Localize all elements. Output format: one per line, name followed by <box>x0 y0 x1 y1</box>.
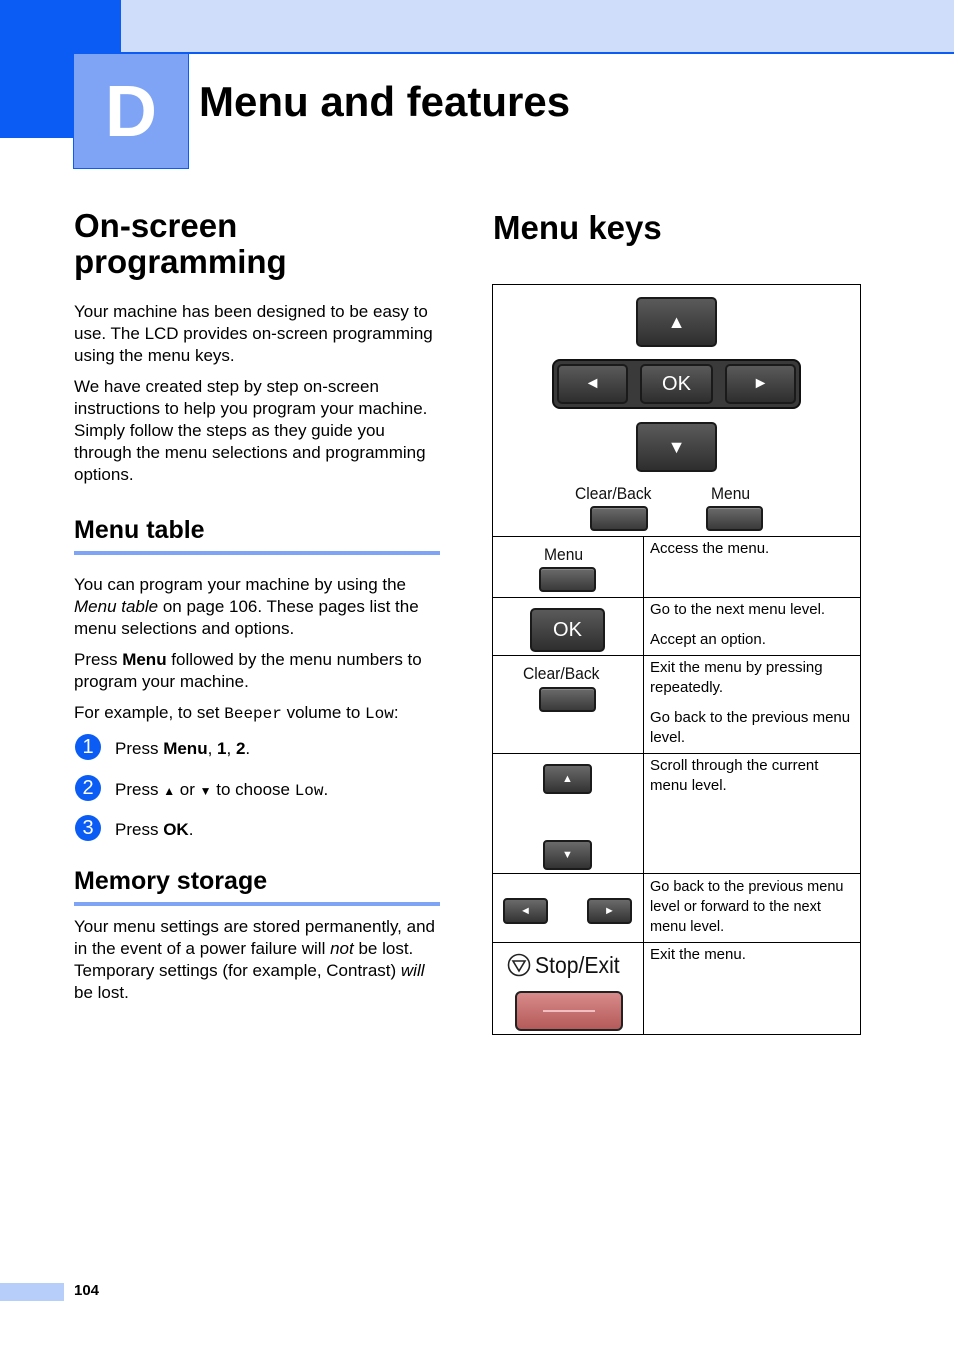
text-bold: 2 <box>235 739 246 758</box>
step-2 <box>115 780 328 800</box>
memory-rule <box>74 902 440 906</box>
text-span: be lost. Temporary settings (for example, Contrast) <box>74 939 414 980</box>
code-low: Low <box>365 705 394 723</box>
row-clear-back-desc-2: Go back to the previous menu level. <box>650 709 851 746</box>
table-divider <box>492 597 861 598</box>
onscreen-paragraph-1: Your machine has been designed to be easy to use. The LCD provides on-screen programming using the menu keys. <box>74 302 433 365</box>
header-band <box>121 0 954 52</box>
text-span: Your menu settings are stored permanently, and in the event of a power failure will <box>74 917 435 958</box>
step-3 <box>115 820 193 840</box>
table-divider <box>492 536 861 537</box>
row-clear-back-desc-1: Exit the menu by pressing repeatedly. <box>650 659 823 696</box>
dpad-ok-key[interactable]: OK <box>640 364 713 404</box>
menu-key-name: Menu <box>122 650 167 669</box>
text-span: , <box>207 739 218 758</box>
row-clear-back-key[interactable] <box>539 687 596 712</box>
text-span: volume to <box>281 703 365 722</box>
memory-paragraph <box>74 916 444 1004</box>
example-paragraph <box>74 702 444 725</box>
text-italic: will <box>400 961 425 980</box>
chapter-letter: D <box>73 53 189 169</box>
text-span: For example, to set <box>74 703 225 722</box>
row-menu-key[interactable] <box>539 567 596 592</box>
row-left-key[interactable]: ◄ <box>503 898 548 924</box>
onscreen-paragraph-2: We have created step by step on-screen instructions to help you program your machine. Simply follow the steps as they guide you through the menu selections and programming options. <box>74 377 428 484</box>
dpad-up-key[interactable]: ▲ <box>636 297 717 347</box>
step-number-3: 3 <box>75 815 101 841</box>
row-left-right-desc: Go back to the previous menu level or forward to the next menu level. <box>650 879 844 935</box>
page-number: 104 <box>74 1282 100 1299</box>
dpad-right-key[interactable]: ► <box>725 364 796 404</box>
table-divider <box>492 655 861 656</box>
footer-bar <box>0 1283 64 1301</box>
menu-table-section <box>74 516 444 725</box>
code-beeper: Beeper <box>224 705 282 723</box>
chapter-title: Menu and features <box>199 78 571 125</box>
header-line <box>121 52 954 54</box>
row-ok-desc-1: Go to the next menu level. <box>650 601 826 618</box>
code-low: Low <box>294 782 324 800</box>
text-bold: Menu <box>163 739 208 758</box>
row-menu-desc: Access the menu. <box>650 540 770 557</box>
text-span: You can program your machine by using the <box>74 575 407 594</box>
row-stop-exit-desc: Exit the menu. <box>650 946 746 963</box>
row-clear-back-label: Clear/Back <box>523 664 600 683</box>
menu-table-paragraph-1 <box>74 574 444 640</box>
text-span: be lost. <box>74 983 129 1002</box>
text-bold: OK <box>163 820 189 839</box>
clear-back-key[interactable] <box>590 506 648 531</box>
row-up-key[interactable]: ▲ <box>543 764 592 794</box>
text-span: Press <box>115 820 164 839</box>
text-span: Press <box>74 650 123 669</box>
memory-section <box>74 867 444 1004</box>
onscreen-heading: On-screen programming <box>74 207 287 280</box>
left-column <box>74 208 444 486</box>
text-span: Press <box>115 780 164 799</box>
text-span: or <box>175 780 200 799</box>
menu-keys-heading: Menu keys <box>493 209 662 246</box>
down-arrow-icon: ▼ <box>199 784 212 798</box>
stop-exit-label: Stop/Exit <box>535 952 620 978</box>
table-divider <box>492 873 861 874</box>
row-scroll-desc: Scroll through the current menu level. <box>650 757 819 794</box>
text-span: to choose <box>211 780 295 799</box>
text-span: . <box>323 780 329 799</box>
row-right-key[interactable]: ► <box>587 898 632 924</box>
memory-heading: Memory storage <box>74 867 268 895</box>
row-down-key[interactable]: ▼ <box>543 840 592 870</box>
dpad-left-key[interactable]: ◄ <box>557 364 628 404</box>
text-span: : <box>393 703 399 722</box>
dpad-down-key[interactable]: ▼ <box>636 422 717 472</box>
table-divider <box>492 753 861 754</box>
text-span: , <box>226 739 236 758</box>
text-bold: 1 <box>217 739 227 758</box>
menu-key[interactable] <box>706 506 763 531</box>
menu-table-heading: Menu table <box>74 516 205 544</box>
text-span: followed by the menu numbers to program your machine. <box>74 650 422 691</box>
up-arrow-icon: ▲ <box>163 784 176 798</box>
menu-table-paragraph-2 <box>74 649 444 693</box>
text-italic: not <box>330 939 354 958</box>
table-column-divider <box>643 536 644 1034</box>
text-span: on page 106. These pages list the menu selections and options. <box>74 597 419 638</box>
row-ok-key[interactable]: OK <box>530 608 605 652</box>
stop-exit-key[interactable] <box>515 991 623 1031</box>
step-1 <box>115 739 250 759</box>
table-divider <box>492 942 861 943</box>
menu-table-link: Menu table <box>74 597 159 616</box>
text-span: . <box>188 820 194 839</box>
menu-table-rule <box>74 551 440 555</box>
text-span: . <box>245 739 251 758</box>
stop-icon <box>507 953 531 982</box>
stop-exit-key-stripe <box>543 1010 595 1012</box>
text-span: Press <box>115 739 164 758</box>
menu-label: Menu <box>711 484 751 503</box>
row-menu-label: Menu <box>544 545 584 564</box>
clear-back-label: Clear/Back <box>575 484 652 503</box>
step-number-1: 1 <box>75 734 101 760</box>
step-number-2: 2 <box>75 775 101 801</box>
row-ok-desc-2: Accept an option. <box>650 631 766 648</box>
